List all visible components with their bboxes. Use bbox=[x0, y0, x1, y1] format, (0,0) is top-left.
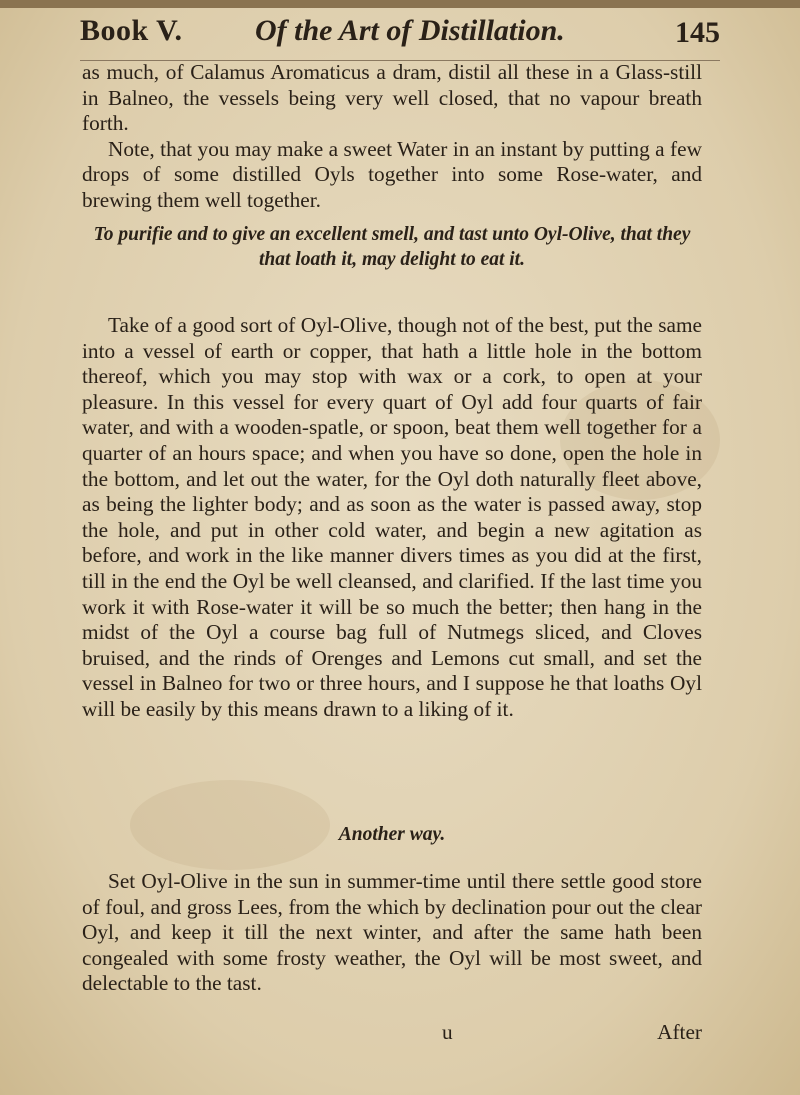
page-number: 145 bbox=[675, 16, 720, 49]
paragraph bbox=[82, 60, 702, 214]
page-footer bbox=[82, 1020, 702, 1050]
paragraph-text: as much, of Calamus Aromaticus a dram, distil all these in a Glass-still in Balneo, the vessels being very well closed, that no vapour breath forth. bbox=[82, 60, 702, 136]
running-title: Of the Art of Distillation. bbox=[255, 14, 565, 47]
catchword: After bbox=[657, 1020, 702, 1044]
page-edge bbox=[0, 0, 800, 8]
paragraph: Set Oyl-Olive in the sun in summer-time until there settle good store of foul, and gross Lees, from the which by declination pour out the clear Oyl, and keep it till the next winter, and after the same hath been congealed with some frosty weather, the Oyl will be most sweet, and delectable to the tast. bbox=[82, 869, 702, 996]
section-heading: To purifie and to give an excellent smell, and tast unto Oyl-Olive, that they that loath it, may delight to eat it. bbox=[93, 224, 691, 270]
signature-mark: u bbox=[442, 1020, 453, 1044]
paragraph-text: Note, that you may make a sweet Water in an instant by putting a few drops of some distilled Oyls together into some Rose-water, and brewing them well together. bbox=[82, 136, 702, 212]
page-header bbox=[80, 14, 720, 60]
section-heading: Another way. bbox=[338, 824, 446, 845]
paragraph: Take of a good sort of Oyl-Olive, though not of the best, put the same into a vessel of earth or copper, that hath a little hole in the bottom thereof, which you may stop with wax or a cork, to open at your pleasure. In this vessel for every quart of Oyl add four quarts of fair water, and with a wooden-spatle, or spoon, beat them well together for a quarter of an hours space; and when you have so done, open the hole in the bottom, and let out the water, for the Oyl doth naturally fleet above, as being the lighter body; and as soon as the water is passed away, stop the hole, and put in other cold water, and begin a new agitation as before, and work in the like manner divers times as you did at the first, till in the end the Oyl be well cleansed, and clarified. If the last time you work it with Rose-water it will be so much the better; then hang in the midst of the Oyl a course bag full of Nutmegs sliced, and Cloves bruised, and the rinds of Orenges and Lemons cut small, and set the vessel in Balneo for two or three hours, and I suppose he that loaths Oyl will be easily by this means drawn to a liking of it. bbox=[82, 313, 702, 721]
running-head: Book V. bbox=[80, 14, 183, 47]
